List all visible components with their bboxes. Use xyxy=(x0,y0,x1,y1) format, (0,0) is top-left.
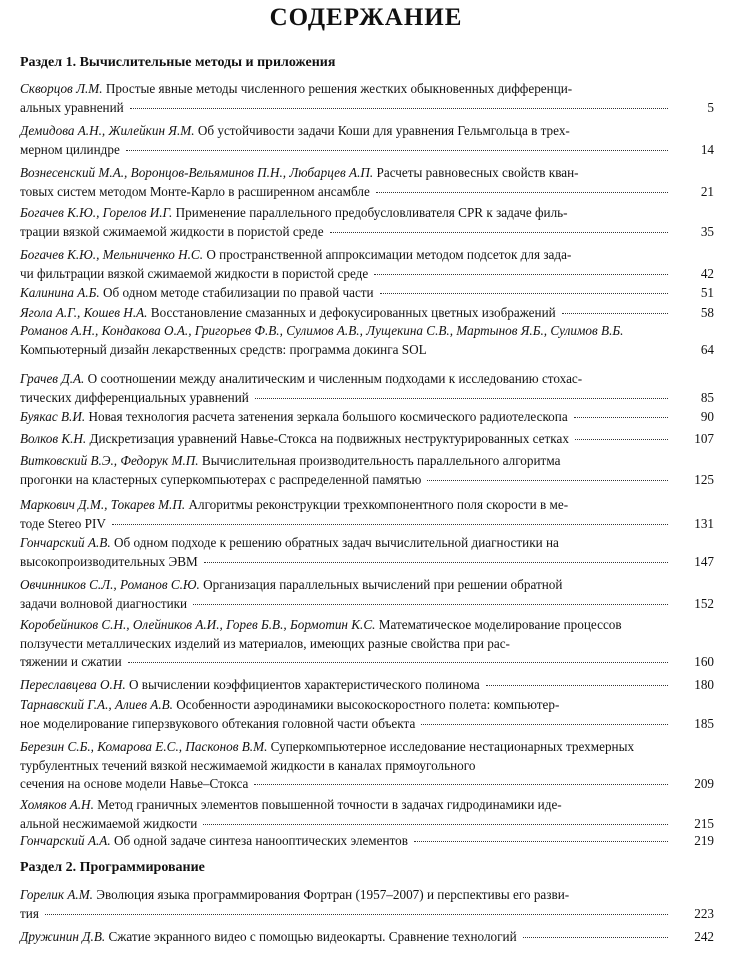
entry-title-end: прогонки на кластерных суперкомпьютерах с распределенной памятью xyxy=(20,471,422,487)
toc-entry[interactable] xyxy=(20,616,714,672)
entry-title: Особенности аэродинамики высокоскоростного полета: компьютер- xyxy=(176,697,560,712)
entry-title-end: тических дифференциальных уравнений xyxy=(20,389,249,405)
entry-title: Восстановление смазанных и дефокусированных цветных изображений xyxy=(150,305,556,320)
entry-title: Расчеты равновесных свойств кван- xyxy=(376,165,579,180)
entry-authors: Овчинников С.Л., Романов С.Ю. xyxy=(20,577,200,592)
entry-title: Дискретизация уравнений Навье-Стокса на подвижных неструктурированных сетках xyxy=(89,431,569,446)
page-number: 180 xyxy=(694,677,714,692)
entry-authors: Ягола А.Г., Кошев Н.А. xyxy=(20,305,148,320)
dot-leader xyxy=(523,937,668,938)
entry-title-end: альной несжимаемой жидкости xyxy=(20,815,198,831)
dot-leader xyxy=(126,150,668,151)
dot-leader xyxy=(414,841,668,842)
entry-text xyxy=(20,430,714,449)
entry-authors: Переславцева О.Н. xyxy=(20,677,126,692)
entry-title: Простые явные методы численного решения жестких обыкновенных дифференци- xyxy=(105,81,573,96)
dot-leader xyxy=(562,313,668,314)
entry-title: Метод граничных элементов повышенной точности в задачах гидродинамики иде- xyxy=(97,797,562,812)
page-number: 223 xyxy=(694,905,714,921)
page-number: 58 xyxy=(700,305,714,320)
entry-title: Математическое моделирование процессов ползучести металлических изделий из материалов, имеющих разные свойства при рас- xyxy=(20,617,622,651)
dot-leader xyxy=(486,685,668,686)
toc-entry[interactable] xyxy=(20,676,714,695)
dot-leader xyxy=(203,824,668,825)
entry-text xyxy=(20,886,714,923)
page-number: 42 xyxy=(700,265,714,281)
entry-text xyxy=(20,370,714,407)
page-number: 219 xyxy=(694,833,714,848)
entry-title: О пространственной аппроксимации методом подсеток для зада- xyxy=(206,247,572,262)
page-number: 152 xyxy=(694,595,714,611)
dot-leader xyxy=(254,784,668,785)
entry-text xyxy=(20,832,714,851)
page-number: 131 xyxy=(694,515,714,531)
page-number: 160 xyxy=(694,654,714,670)
entry-text xyxy=(20,80,714,117)
entry-title: О вычислении коэффициентов характеристического полинома xyxy=(128,677,480,692)
entry-title-end: чи фильтрации вязкой сжимаемой жидкости в пористой среде xyxy=(20,265,369,281)
toc-entry[interactable] xyxy=(20,696,714,733)
section-heading: Раздел 1. Вычислительные методы и приложения xyxy=(20,55,336,70)
entry-authors: Богачев К.Ю., Горелов И.Г. xyxy=(20,205,173,220)
entry-title: Об одном подходе к решению обратных задач вычислительной диагностики на xyxy=(113,535,559,550)
toc-entry[interactable] xyxy=(20,370,714,407)
entry-text xyxy=(20,322,714,359)
entry-title: Организация параллельных вычислений при решении обратной xyxy=(203,577,563,592)
toc-entry[interactable] xyxy=(20,408,714,427)
toc-entry[interactable] xyxy=(20,796,714,833)
toc-entry[interactable] xyxy=(20,122,714,159)
entry-text xyxy=(20,616,714,672)
entry-text xyxy=(20,204,714,241)
entry-title: Об одной задаче синтеза нанооптических элементов xyxy=(113,833,408,848)
dot-leader xyxy=(45,914,668,915)
entry-text xyxy=(20,122,714,159)
toc-entry[interactable] xyxy=(20,496,714,533)
entry-title-end: тоде Stereo PIV xyxy=(20,515,106,531)
page-number: 5 xyxy=(707,99,714,115)
entry-title-end: высокопроизводительных ЭВМ xyxy=(20,553,198,569)
entry-title: Эволюция языка программирования Фортран (1957–2007) и перспективы его разви- xyxy=(96,887,570,902)
dot-leader xyxy=(374,274,668,275)
entry-authors: Романов А.Н., Кондакова О.А., Григорьев Ф.В., Сулимов А.В., Лущекина С.В., Мартынов Я.Б., Сулимов В.Б. xyxy=(20,323,624,338)
entry-authors: Витковский В.Э., Федорук М.П. xyxy=(20,453,199,468)
entry-title: Об одном методе стабилизации по правой части xyxy=(103,285,374,300)
entry-title: Об устойчивости задачи Коши для уравнения Гельмгольца в трех- xyxy=(197,123,570,138)
page-number: 107 xyxy=(694,431,714,446)
entry-title: Компьютерный дизайн лекарственных средств: программа докинга SOL xyxy=(20,341,427,357)
dot-leader xyxy=(130,108,668,109)
entry-title: Применение параллельного предобусловливателя CPR к задаче филь- xyxy=(175,205,568,220)
entry-text xyxy=(20,576,714,613)
page-number: 35 xyxy=(700,223,714,239)
entry-text xyxy=(20,676,714,695)
dot-leader xyxy=(193,604,668,605)
page-number: 215 xyxy=(694,815,714,831)
dot-leader xyxy=(574,417,668,418)
toc-entry[interactable] xyxy=(20,284,714,303)
toc-entry[interactable] xyxy=(20,304,714,323)
toc-entry[interactable] xyxy=(20,452,714,489)
entry-title: Суперкомпьютерное исследование нестационарных трехмерных турбулентных течений вязкой несжимаемой жидкости в каналах прямоугольного xyxy=(20,739,635,773)
entry-title: Новая технология расчета затенения зеркала большого космического радиотелескопа xyxy=(88,409,568,424)
entry-authors: Демидова А.Н., Жилейкин Я.М. xyxy=(20,123,195,138)
entry-authors: Маркович Д.М., Токарев М.П. xyxy=(20,497,186,512)
entry-title-end: сечения на основе модели Навье–Стокса xyxy=(20,776,249,792)
page-title: СОДЕРЖАНИЕ xyxy=(269,4,463,31)
toc-entry[interactable] xyxy=(20,738,714,794)
dot-leader xyxy=(204,562,668,563)
toc-entry[interactable] xyxy=(20,322,714,359)
toc-entry[interactable] xyxy=(20,430,714,449)
entry-text xyxy=(20,928,714,947)
entry-text xyxy=(20,696,714,733)
dot-leader xyxy=(376,192,668,193)
entry-text xyxy=(20,408,714,427)
dot-leader xyxy=(575,439,668,440)
toc-entry[interactable] xyxy=(20,832,714,851)
entry-title: Сжатие экранного видео с помощью видеокарты. Сравнение технологий xyxy=(108,929,517,944)
entry-authors: Калинина А.Б. xyxy=(20,285,100,300)
page-number: 125 xyxy=(694,471,714,487)
entry-text xyxy=(20,796,714,833)
toc-entry[interactable] xyxy=(20,246,714,283)
entry-title: Вычислительная производительность параллельного алгоритма xyxy=(201,453,561,468)
entry-title-end: мерном цилиндре xyxy=(20,141,120,157)
entry-title-end: задачи волновой диагностики xyxy=(20,595,188,611)
page-number: 51 xyxy=(700,285,714,300)
entry-authors: Буякас В.И. xyxy=(20,409,86,424)
entry-authors: Тарнавский Г.А., Алиев А.В. xyxy=(20,697,173,712)
toc-entry[interactable] xyxy=(20,928,714,947)
page-number: 14 xyxy=(700,141,714,157)
entry-text xyxy=(20,452,714,489)
page-number: 185 xyxy=(694,715,714,731)
entry-title: О соотношении между аналитическим и численным подходами к исследованию стохас- xyxy=(87,371,583,386)
entry-title-end: трации вязкой сжимаемой жидкости в пористой среде xyxy=(20,223,324,239)
page-number: 209 xyxy=(694,776,714,792)
entry-authors: Горелик А.М. xyxy=(20,887,93,902)
entry-authors: Грачев Д.А. xyxy=(20,371,85,386)
page-number: 242 xyxy=(694,929,714,944)
entry-title-end: альных уравнений xyxy=(20,99,124,115)
toc-entry[interactable] xyxy=(20,534,714,571)
dot-leader xyxy=(330,232,668,233)
toc-entry[interactable] xyxy=(20,576,714,613)
entry-title-end: ное моделирование гиперзвукового обтекания головной части объекта xyxy=(20,715,416,731)
entry-text xyxy=(20,164,714,201)
toc-entry[interactable] xyxy=(20,80,714,117)
entry-text xyxy=(20,738,714,794)
entry-authors: Гончарский А.А. xyxy=(20,833,111,848)
dot-leader xyxy=(421,724,668,725)
dot-leader xyxy=(112,524,668,525)
entry-title: Алгоритмы реконструкции трехкомпонентного поля скорости в ме- xyxy=(188,497,569,512)
dot-leader xyxy=(128,662,668,663)
entry-authors: Коробейников С.Н., Олейников А.И., Горев Б.В., Бормотин К.С. xyxy=(20,617,376,632)
entry-text xyxy=(20,496,714,533)
toc-entry[interactable] xyxy=(20,204,714,241)
entry-authors: Дружинин Д.В. xyxy=(20,929,106,944)
entry-title-end: тяжении и сжатии xyxy=(20,654,122,670)
page-number: 147 xyxy=(694,553,714,569)
page-number: 90 xyxy=(700,409,714,424)
toc-entry[interactable] xyxy=(20,886,714,923)
dot-leader xyxy=(427,480,668,481)
section-heading: Раздел 2. Программирование xyxy=(20,860,205,875)
entry-authors: Богачев К.Ю., Мельниченко Н.С. xyxy=(20,247,204,262)
dot-leader xyxy=(380,293,668,294)
entry-authors: Хомяков А.Н. xyxy=(20,797,94,812)
dot-leader xyxy=(255,398,668,399)
toc-entry[interactable] xyxy=(20,164,714,201)
page-number: 21 xyxy=(700,183,714,199)
entry-authors: Скворцов Л.М. xyxy=(20,81,103,96)
entry-authors: Волков К.Н. xyxy=(20,431,87,446)
entry-authors: Гончарский А.В. xyxy=(20,535,111,550)
page-number: 85 xyxy=(700,389,714,405)
entry-title-end: тия xyxy=(20,905,39,921)
entry-text xyxy=(20,534,714,571)
entry-text xyxy=(20,304,714,323)
entry-title-end: товых систем методом Монте-Карло в расширенном ансамбле xyxy=(20,183,370,199)
entry-text xyxy=(20,246,714,283)
entry-authors: Березин С.Б., Комарова Е.С., Пасконов В.М. xyxy=(20,739,268,754)
entry-authors: Вознесенский М.А., Воронцов-Вельяминов П.Н., Любарцев А.П. xyxy=(20,165,374,180)
entry-text xyxy=(20,284,714,303)
page-number: 64 xyxy=(700,341,714,357)
